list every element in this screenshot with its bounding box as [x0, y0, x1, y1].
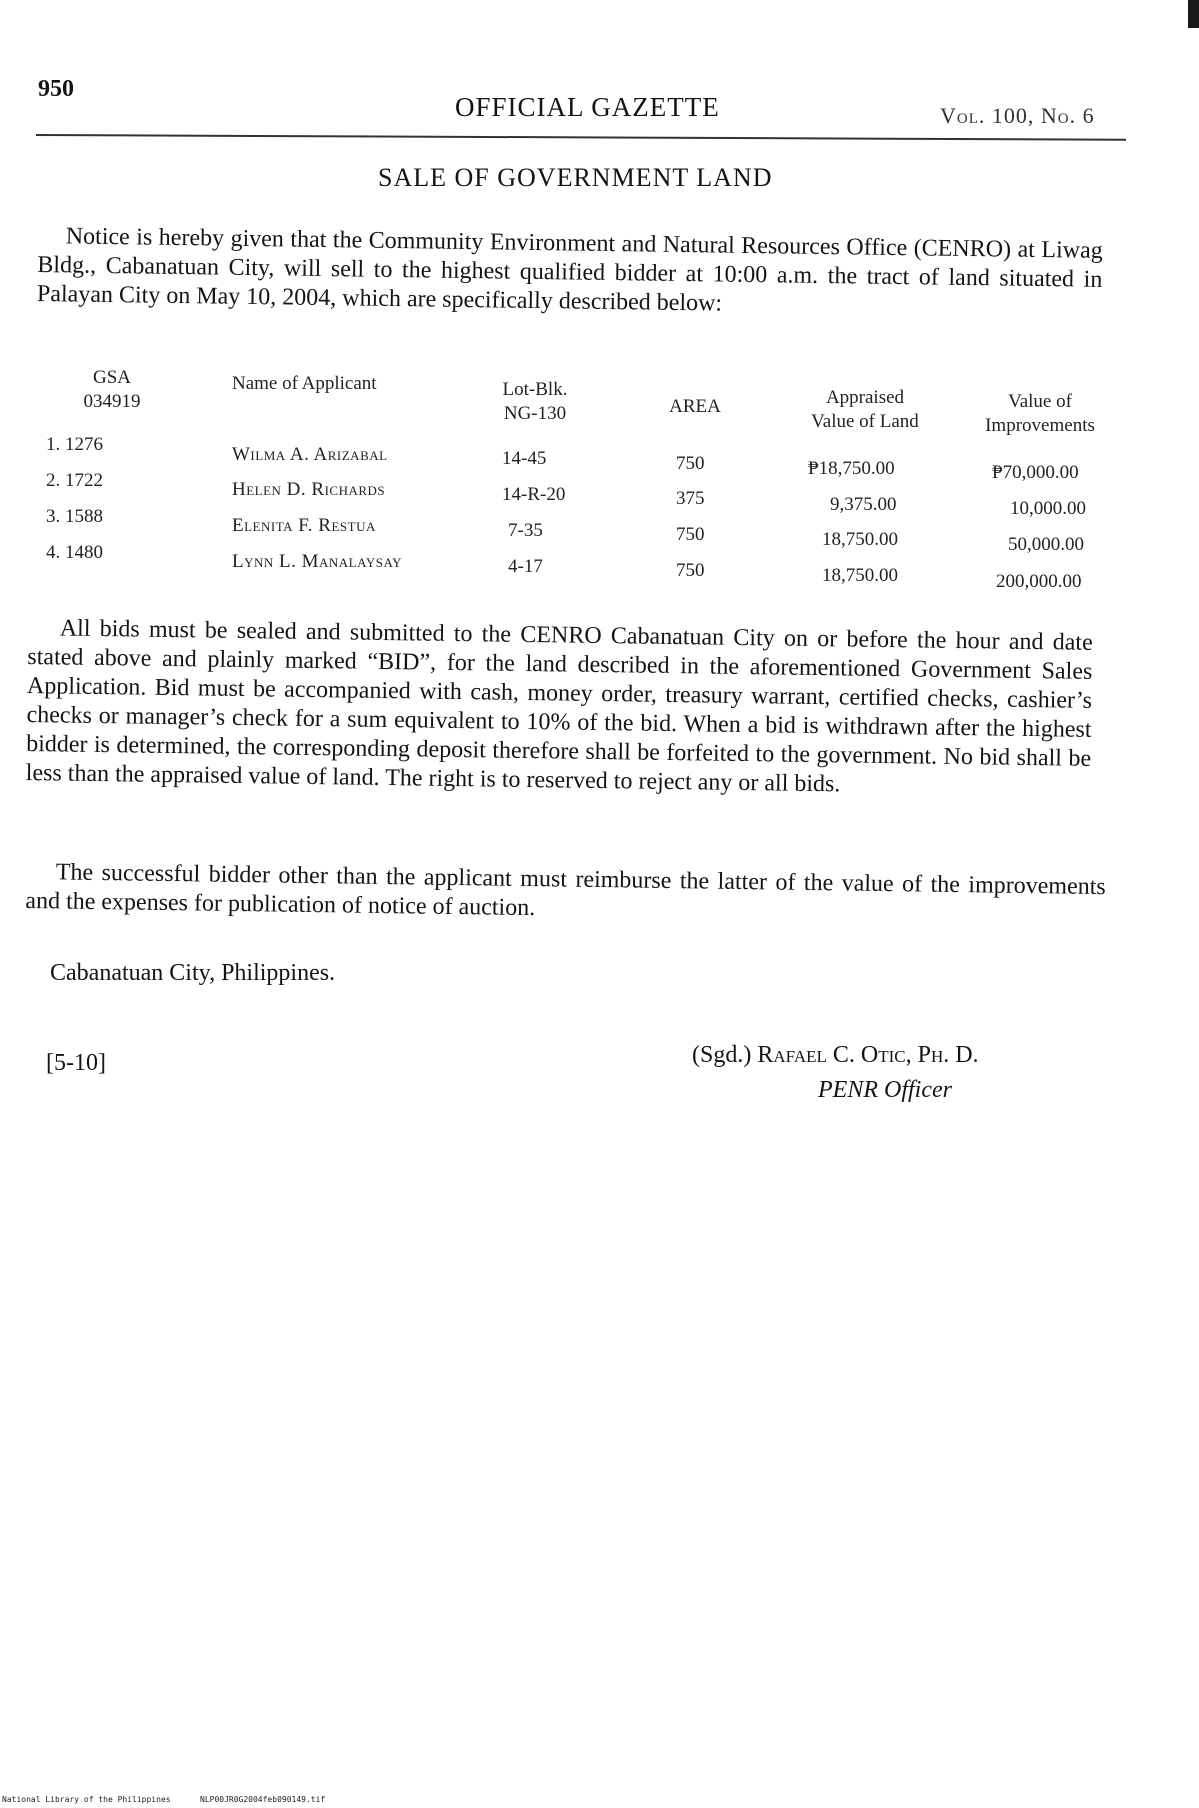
- lot-block: 4-17: [508, 556, 543, 577]
- col-header-lot: Lot-Blk. NG-130: [502, 379, 568, 424]
- footer-file: NLP00JR0G2004feb090149.tif: [200, 1795, 326, 1804]
- area-value: 375: [676, 488, 705, 509]
- col-header-area: AREA: [669, 396, 721, 417]
- lot-block: 14-R-20: [502, 484, 566, 505]
- col-header-gsa: GSA 034919: [83, 367, 141, 412]
- notice-title: SALE OF GOVERNMENT LAND: [378, 163, 773, 192]
- scan-edge-mark: [1188, 0, 1199, 28]
- area-value: 750: [676, 524, 705, 545]
- improvements-value: ₱70,000.00: [992, 462, 1079, 483]
- bids-paragraph: All bids must be sealed and submitted to the CENRO Cabanatuan City on or before the hour and date stated above and plainly marked “BID”, for the land described in the aforementioned Government Sales Application. Bid must be accompanied with cash, money order, treasury warrant, certified checks, cashier’s checks or manager’s check for a sum equivalent to 10% of the bid. When a bid is withdrawn after the highest bidder is determined, the corresponding deposit therefore shall be forfeited to the government. No bid shall be less than the appraised value of land. The right is to reserved to reject any or all bids.: [25, 615, 1093, 798]
- appraised-value: 18,750.00: [822, 565, 898, 586]
- col-header-improvements: Value of Improvements: [985, 391, 1095, 436]
- row-number: 1. 1276: [46, 434, 103, 455]
- col-header-name: Name of Applicant: [232, 373, 377, 394]
- signature-prefix: (Sgd.): [692, 1042, 752, 1068]
- lot-block: 7-35: [508, 520, 543, 541]
- reference-number: [5-10]: [46, 1050, 106, 1076]
- applicant-name: Helen D. Richards: [232, 479, 386, 500]
- signatory-name: Rafael C. Otic, Ph. D.: [757, 1042, 979, 1068]
- applicant-name: Wilma A. Arizabal: [232, 444, 388, 465]
- applicant-name: Lynn L. Manalaysay: [232, 551, 403, 572]
- area-value: 750: [676, 560, 705, 581]
- signatory-title: PENR Officer: [818, 1077, 952, 1103]
- appraised-value: 9,375.00: [830, 494, 897, 515]
- improvements-value: 50,000.00: [1008, 534, 1084, 555]
- improvements-value: 10,000.00: [1010, 498, 1086, 519]
- appraised-value: 18,750.00: [822, 529, 898, 550]
- applicant-name: Elenita F. Restua: [232, 515, 376, 536]
- publication-title: OFFICIAL GAZETTE: [455, 92, 720, 122]
- improvements-value: 200,000.00: [996, 571, 1082, 592]
- footer-library: National Library of the Philippines: [2, 1795, 171, 1804]
- row-number: 4. 1480: [46, 542, 103, 563]
- row-number: 2. 1722: [46, 470, 103, 491]
- header-rule: [36, 134, 1126, 141]
- page-number: 950: [38, 76, 74, 102]
- closing-place: Cabanatuan City, Philippines.: [50, 960, 336, 986]
- signature-line: [692, 1042, 979, 1069]
- row-number: 3. 1588: [46, 506, 103, 527]
- appraised-value: ₱18,750.00: [808, 458, 895, 479]
- lot-block: 14-45: [502, 448, 547, 469]
- intro-paragraph: Notice is hereby given that the Community Environment and Natural Resources Office (CENRO) at Liwag Bldg., Cabanatuan City, will sell to the highest qualified bidder at 10:00 a.m. the tract of land situated in Palayan City on May 10, 2004, which are specifically described below:: [36, 223, 1103, 317]
- col-header-appraised: Appraised Value of Land: [811, 387, 919, 432]
- successful-bidder-paragraph: The successful bidder other than the applicant must reimburse the latter of the value of the improvements and the expenses for publication of notice of auction.: [25, 859, 1106, 922]
- volume-number: Vol. 100, No. 6: [940, 103, 1095, 128]
- area-value: 750: [676, 453, 705, 474]
